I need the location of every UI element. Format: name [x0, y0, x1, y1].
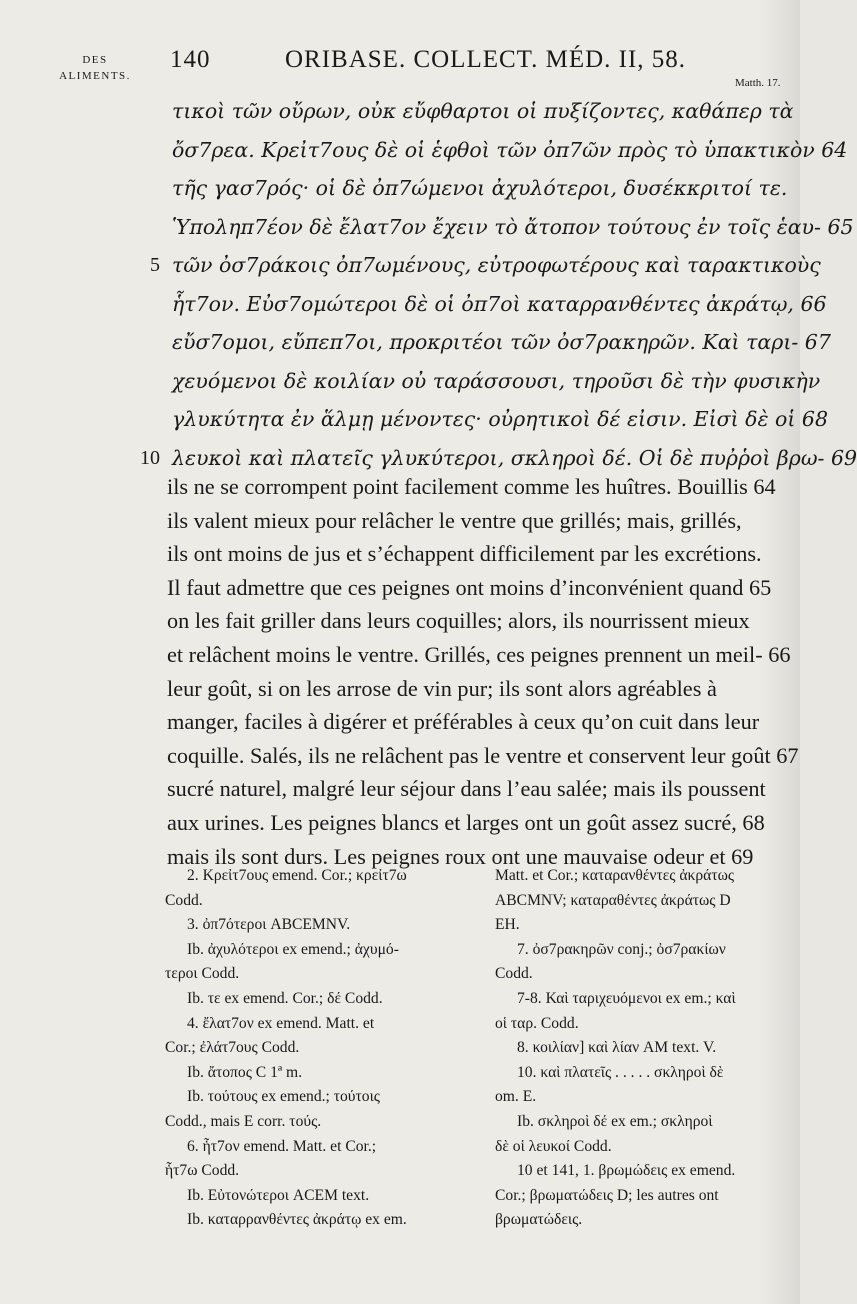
- footnote-line: Ib. ἀχυλότεροι ex emend.; ἀχυμό-: [187, 940, 399, 958]
- footnote-line: 4. ἔλατ7ον ex emend. Matt. et: [187, 1014, 375, 1032]
- footnote-line: 6. ἧτ7ον emend. Matt. et Cor.;: [187, 1137, 377, 1155]
- footnote-line: 3. ὀπ7ότεροι ABCEMNV.: [187, 916, 351, 934]
- greek-line-text: χευόμενοι δὲ κοιλίαν οὐ ταράσσουσι, τηροῦσι δὲ τὴν φυσικὴν: [172, 368, 821, 393]
- greek-line: [172, 208, 854, 247]
- french-line: manger, faciles à digérer et préférables à ceux qu’on cuit dans leur: [167, 709, 760, 735]
- page-number: 140: [170, 46, 211, 73]
- margin-reference: Matth. 17.: [735, 77, 781, 89]
- footnote-line: 7-8. Καὶ ταριχευόμενοι ex em.; καὶ: [517, 989, 736, 1007]
- footnote-line: Cor.; βρωματώδεις D; les autres ont: [495, 1186, 719, 1204]
- footnote-line: 2. Κρεἰτ7ους emend. Cor.; κρεἰτ7ω: [187, 867, 407, 884]
- footnote-line: 8. κοιλίαν] καὶ λίαν AM text. V.: [517, 1039, 717, 1057]
- footnote-line: Ib. τε ex emend. Cor.; δέ Codd.: [187, 989, 383, 1007]
- footnote-line: 7. ὀσ7ρακηρῶν conj.; ὀσ7ρακίων: [517, 940, 726, 958]
- greek-line-text: τικοὶ τῶν οὔρων, οὐκ εὔφθαρτοι οἱ πυξίζοντες, καθάπερ τὰ: [172, 99, 794, 123]
- french-line: sucré naturel, malgré leur séjour dans l’eau salée; mais ils poussent: [167, 776, 766, 802]
- footnote-line: Ib. σκληροὶ δέ ex em.; σκληροὶ: [517, 1112, 713, 1130]
- footnote-line: Ib. τούτους ex emend.; τούτοις: [187, 1088, 380, 1106]
- greek-line: [172, 362, 821, 401]
- margin-section-label: [50, 52, 140, 84]
- french-line: ils valent mieux pour relâcher le ventre que grillés; mais, grillés,: [167, 507, 742, 533]
- greek-line: [172, 92, 794, 131]
- greek-line-text: τῆς γασ7ρός· οἱ δὲ ὀπ7ώμενοι ἀχυλότεροι, δυσέκκριτοί τε.: [172, 176, 788, 200]
- line-number: 5: [150, 254, 160, 276]
- greek-line: [172, 400, 828, 439]
- greek-line-text: Ὑποληπ7έον δὲ ἔλατ7ον ἔχειν τὸ ἄτοπον τούτους ἐν τοῖς ἑαυ- 65: [172, 214, 854, 239]
- greek-line-text: γλυκύτητα ἐν ἅλμῃ μένοντες· οὐρητικοὶ δέ εἰσιν. Εἰσὶ δὲ οἱ 68: [172, 407, 828, 431]
- footnote-line: 10. καὶ πλατεῖς . . . . . σκληροὶ δὲ: [517, 1063, 724, 1081]
- french-translation: [167, 470, 799, 873]
- footnote-line: Codd., mais E corr. τούς.: [165, 1112, 322, 1130]
- running-title: ORIBASE. COLLECT. MÉD. II, 58.: [285, 46, 687, 73]
- footnote-line: Ib. ἄτοπος C 1ª m.: [187, 1063, 303, 1081]
- margin-section-top: DES: [82, 54, 108, 66]
- greek-text: [140, 92, 857, 477]
- french-line: Il faut admettre que ces peignes ont moins d’inconvénient quand 65: [167, 574, 772, 600]
- footnote-line: βρωματώδεις.: [495, 1211, 583, 1229]
- french-line: coquille. Salés, ils ne relâchent pas le ventre et conservent leur goût 67: [167, 742, 799, 768]
- greek-line-text: εὔσ7ομοι, εὔπεπ7οι, προκριτέοι τῶν ὀσ7ρακηρῶν. Καὶ ταρι- 67: [172, 330, 831, 354]
- french-line: et relâchent moins le ventre. Grillés, ces peignes prennent un meil- 66: [167, 641, 791, 667]
- footnote-line: Ib. Εὐτονώτεροι ACEM text.: [187, 1186, 370, 1204]
- footnote-line: Cor.; ἐλάτ7ους Codd.: [165, 1039, 300, 1057]
- french-line: on les fait griller dans leurs coquilles; alors, ils nourrissent mieux: [167, 608, 750, 634]
- footnote-line: ἧτ7ω Codd.: [165, 1162, 240, 1180]
- greek-line-text: ὄσ7ρεα. Κρεἰτ7ους δὲ οἱ ἑφθοὶ τῶν ὀπ7ῶν πρὸς τὸ ὑπακτικὸν 64: [172, 137, 848, 162]
- french-line: aux urines. Les peignes blancs et larges ont un goût assez sucré, 68: [167, 809, 765, 835]
- footnote-line: οἱ ταρ. Codd.: [495, 1014, 579, 1032]
- running-header: [170, 46, 730, 80]
- footnotes-right-column: [495, 864, 795, 1233]
- greek-line: [172, 323, 831, 362]
- greek-line-text: τῶν ὀσ7ράκοις ὀπ7ωμένους, εὐτροφωτέρους καὶ ταρακτικοὺς: [172, 253, 821, 277]
- greek-line-text: λευκοὶ καὶ πλατεῖς γλυκύτεροι, σκληροὶ δέ. Οἱ δὲ πυῤῥοὶ βρω- 69: [172, 445, 857, 470]
- greek-line-text: ἧτ7ον. Εὐσ7ομώτεροι δὲ οἱ ὀπ7οὶ καταρρανθέντες ἀκράτῳ, 66: [172, 291, 827, 316]
- french-line: mais ils sont durs. Les peignes roux ont une mauvaise odeur et 69: [167, 843, 754, 869]
- footnote-line: Codd.: [165, 891, 203, 909]
- footnote-line: Matt. et Cor.; καταρανθέντες ἀκράτως: [495, 867, 735, 884]
- footnote-line: Codd.: [495, 965, 533, 983]
- footnote-line: τεροι Codd.: [165, 965, 240, 983]
- footnotes-left-column: [165, 864, 483, 1233]
- footnote-line: δὲ οἱ λευκοί Codd.: [495, 1137, 612, 1155]
- footnote-line: om. E.: [495, 1088, 537, 1106]
- greek-line: [150, 246, 821, 285]
- footnote-line: EH.: [495, 916, 520, 934]
- french-line: leur goût, si on les arrose de vin pur; ils sont alors agréables à: [167, 675, 717, 701]
- margin-section-bottom: ALIMENTS.: [59, 70, 131, 82]
- footnote-line: ABCMNV; καταραθέντες ἀκράτως D: [495, 891, 731, 909]
- greek-line: [172, 169, 794, 208]
- greek-line: [172, 131, 848, 170]
- french-line: ils ont moins de jus et s’échappent difficilement par les excrétions.: [167, 541, 762, 567]
- line-number: 10: [140, 446, 160, 469]
- french-line: ils ne se corrompent point facilement comme les huîtres. Bouillis 64: [167, 474, 776, 499]
- greek-line: [172, 285, 827, 324]
- footnote-line: Ib. καταρρανθέντες ἀκράτῳ ex em.: [187, 1211, 407, 1229]
- footnote-line: 10 et 141, 1. βρωμώδεις ex emend.: [517, 1162, 736, 1180]
